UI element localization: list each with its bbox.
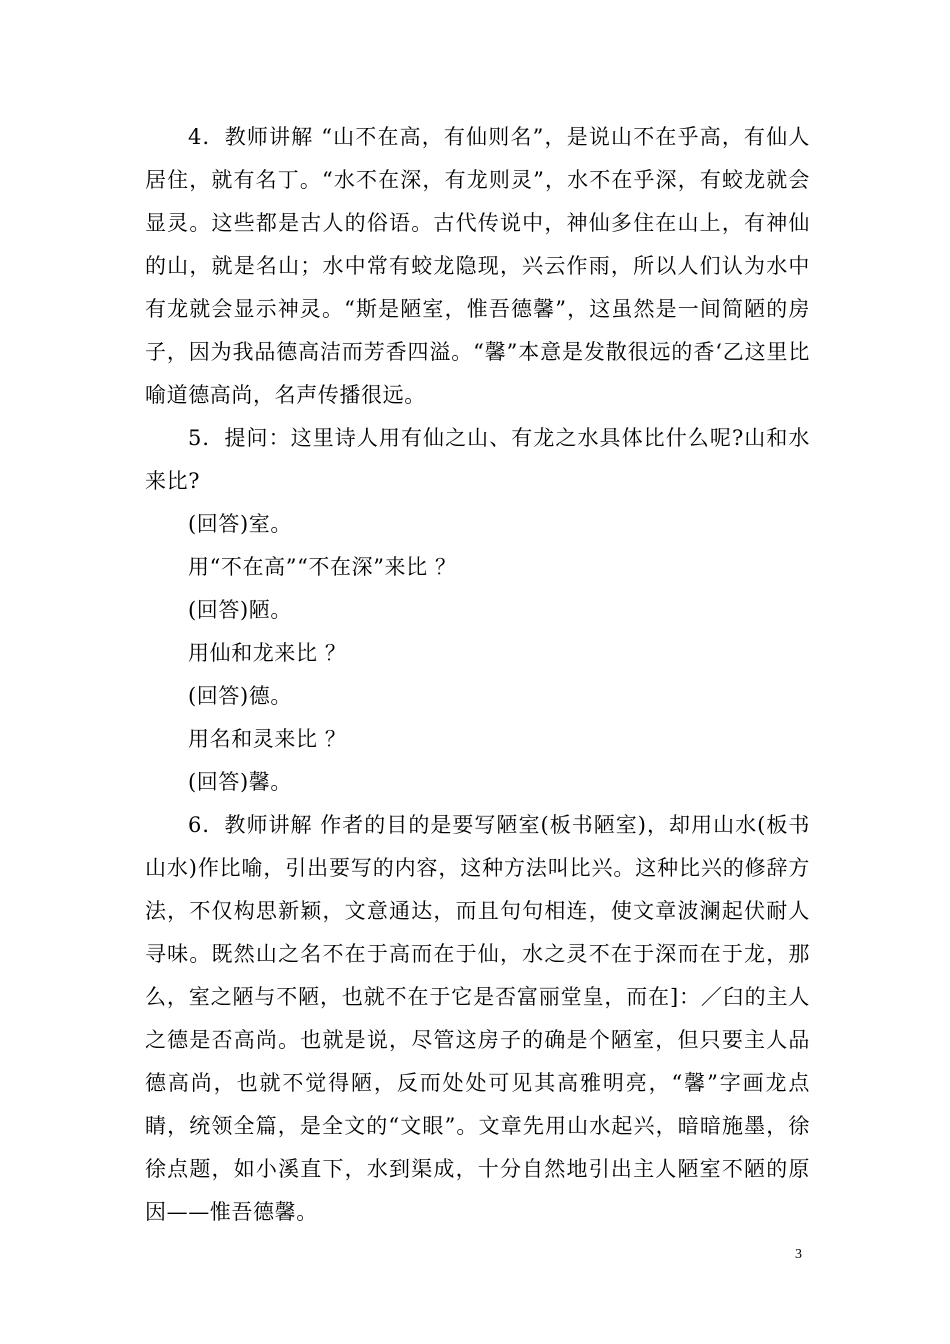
page-number: 3: [795, 1247, 802, 1262]
document-body: [145, 116, 810, 1234]
qa-line-answer-fragrance: (回答)馨。: [188, 770, 292, 794]
paragraph-6: 6．教师讲解 作者的目的是要写陋室(板书陋室)，却用山水(板书山水)作比喻，引出要写的内容，这种方法叫比兴。这种比兴的修辞方法，不仅构思新颖，文意通达，而且句句相连，使文章波澜起伏耐人寻味。既然山之名不在于高而在于仙，水之灵不在于深而在于龙，那么，室之陋与不陋，也就不在于它是否富丽堂皇，而在]：／臼的主人之德是否高尚。也就是说，尽管这房子的确是个陋室，但只要主人品德高尚，也就不觉得陋，反而处处可见其高雅明亮，“馨”字画龙点睛，统领全篇，是全文的“文眼”。文章先用山水起兴，暗暗施墨，徐徐点题，如小溪直下，水到渠成，十分自然地引出主人陋室不陋的原因——惟吾德馨。: [145, 813, 810, 1224]
qa-line-answer-humble: (回答)陋。: [188, 598, 292, 622]
qa-line-question-fame-spirit: 用名和灵来比 ？: [188, 727, 347, 751]
paragraph-5: 5．提问：这里诗人用有仙之山、有龙之水具体比什么呢?山和水来比?: [145, 426, 810, 493]
qa-line-question-immortal-dragon: 用仙和龙来比 ？: [188, 641, 347, 665]
qa-line-question-height-depth: 用“不在高”“不在深”来比 ？: [188, 555, 457, 579]
qa-line-answer-room: (回答)室。: [188, 512, 292, 536]
paragraph-4: 4．教师讲解 “山不在高，有仙则名”，是说山不在乎高，有仙人居住，就有名丁。“水不在深，有龙则灵”，水不在乎深，有蛟龙就会显灵。这些都是古人的俗语。古代传说中，神仙多住在山上，有神仙的山，就是名山；水中常有蛟龙隐现，兴云作雨，所以人们认为水中有龙就会显示神灵。“斯是陋室，惟吾德馨”，这虽然是一间简陋的房子，因为我品德高洁而芳香四溢。“馨”本意是发散很远的香‘乙这里比喻道德高尚，名声传播很远。: [145, 125, 810, 407]
qa-line-answer-virtue: (回答)德。: [188, 684, 292, 708]
